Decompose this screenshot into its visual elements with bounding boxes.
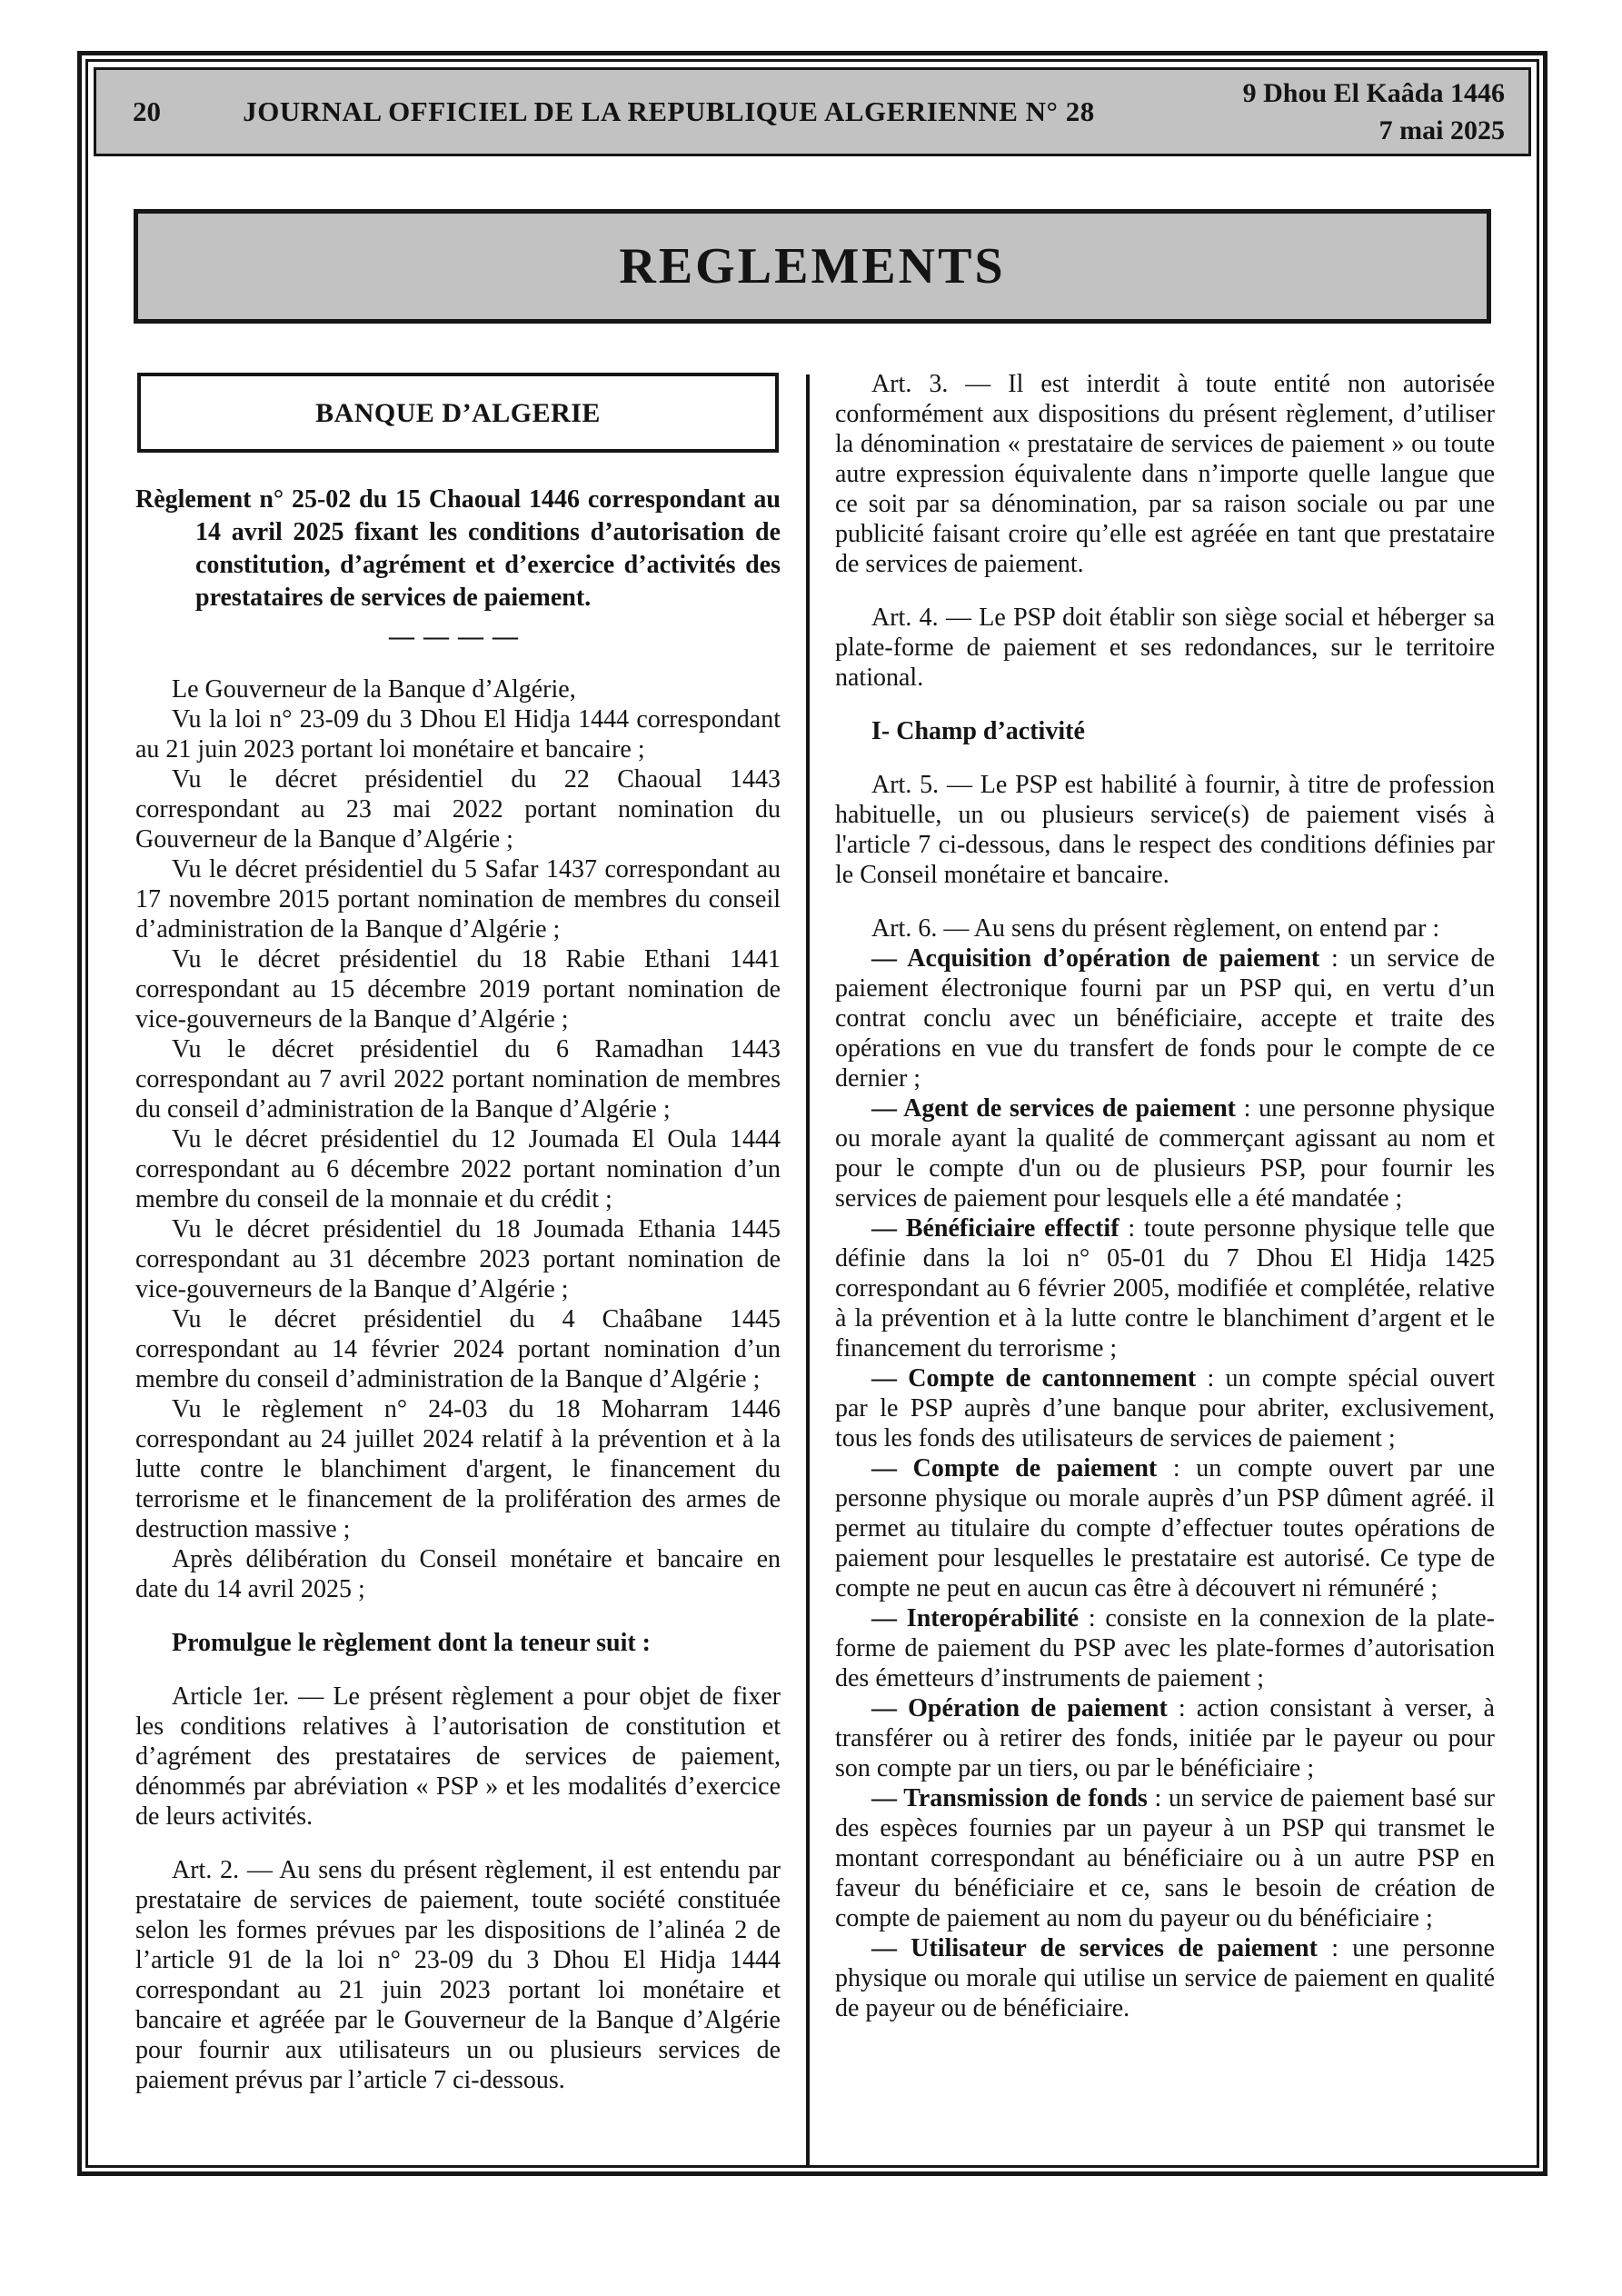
article-2: Art. 2. — Au sens du présent règlement, il est entendu par prestataire de services de paiement, toute société constituée selon les formes prévues par les dispositions de l’alinéa 2 de l’article 91 de la loi n° 23-09 du 3 Dhou El Hidja 1444 correspondant au 21 juin 2023 portant loi monétaire et bancaire et agréée par le Gouverneur de la Banque d’Algérie pour fournir aux utilisateurs un ou plusieurs services de paiement prévus par l’article 7 ci-dessous. (135, 1856, 781, 2094)
visa-decret-12-joumada-el-oula-1444: Vu le décret présidentiel du 12 Joumada El Oula 1444 correspondant au 6 décembre 2022 portant nomination d’un membre du conseil de la monnaie et du crédit ; (135, 1125, 781, 1213)
definition-term: — Opération de paiement (871, 1694, 1168, 1722)
definition-term: — Transmission de fonds (871, 1784, 1148, 1812)
definition-text: : toute personne physique telle que définie dans la loi n° 05-01 du 7 Dhou El Hidja 1425 correspondant au 6 février 2005, modifiée et complétée, relative à la prévention et à la lutte contre le blanchiment d’argent et le financement du terrorisme ; (835, 1214, 1495, 1363)
definition-text: : action consistant à verser, à transférer ou à retirer des fonds, initiée par le payeur ou pour son compte par un tiers, ou par le bénéficiaire ; (835, 1694, 1495, 1782)
text-columns (88, 324, 1537, 2165)
column-divider (806, 374, 810, 2165)
definition-transmission-fonds (835, 1783, 1495, 1933)
definition-text: : un compte ouvert par une personne physique ou morale auprès d’un PSP dûment agréé. il permet au titulaire du compte d’effectuer toutes opérations de paiement pour lesquelles le prestataire est autorisé. Ce type de compte ne peut en aucun cas être à découvert ni rémunéré ; (835, 1454, 1496, 1602)
visa-decret-5-safar-1437: Vu le décret présidentiel du 5 Safar 1437 correspondant au 17 novembre 2015 portant nomination de membres du conseil d’administration de la Banque d’Algérie ; (135, 855, 781, 943)
definition-compte-cantonnement (835, 1363, 1495, 1453)
visa-decret-18-rabie-ethani-1441: Vu le décret présidentiel du 18 Rabie Ethani 1441 correspondant au 15 décembre 2019 portant nomination de vice-gouverneurs de la Banque d’Algérie ; (135, 945, 781, 1033)
separator-dashes: ———— (389, 623, 527, 651)
issuer-box (137, 373, 779, 453)
visa-decret-18-joumada-ethania-1445: Vu le décret présidentiel du 18 Joumada Ethania 1445 correspondant au 31 décembre 2023 portant nomination de vice-gouverneurs de la Banque d’Algérie ; (135, 1215, 781, 1303)
definition-text: : une personne physique ou morale qui utilise un service de paiement en qualité de payeur ou de bénéficiaire. (835, 1934, 1495, 2022)
article-1: Article 1er. — Le présent règlement a pour objet de fixer les conditions relatives à l’autorisation de constitution et d’agrément des prestataires de services de paiement, dénommés par abréviation « PSP » et les modalités d’exercice de leurs activités. (135, 1682, 781, 1831)
definition-text: : consiste en la connexion de la plate-forme de paiement du PSP avec les plate-formes d’autorisation des émetteurs d’instruments de paiement ; (835, 1604, 1495, 1692)
issuer-name: BANQUE D’ALGERIE (315, 397, 601, 428)
page-inner-frame (85, 59, 1539, 2168)
definition-text: : un service de paiement basé sur des espèces fournies par un payeur à un PSP qui transmet le montant correspondant au bénéficiaire ou à un autre PSP en faveur du bénéficiaire et ce, sans le besoin de création de compte de paiement au nom du payeur ou du bénéficiaire ; (835, 1784, 1495, 1932)
visa-decret-6-ramadhan-1443: Vu le décret présidentiel du 6 Ramadhan 1443 correspondant au 7 avril 2022 portant nomination de membres du conseil d’administration de la Banque d’Algérie ; (135, 1035, 781, 1123)
promulgation-line: Promulgue le règlement dont la teneur suit : (172, 1629, 652, 1657)
definition-term: — Compte de paiement (871, 1454, 1158, 1482)
visa-decret-4-chaabane-1445: Vu le décret présidentiel du 4 Chaâbane 1445 correspondant au 14 février 2024 portant nomination d’un membre du conseil d’administration de la Banque d’Algérie ; (135, 1305, 781, 1393)
article-4: Art. 4. — Le PSP doit établir son siège social et héberger sa plate-forme de paiement et ses redondances, sur le territoire national. (835, 604, 1495, 692)
definition-text: : un service de paiement électronique fourni par un PSP qui, en vertu d’un contrat conclu avec un bénéficiaire, accepte et traite des opérations en vue du transfert de fonds pour le compte de ce dernier ; (835, 944, 1495, 1093)
page-number: 20 (133, 95, 161, 127)
definition-term: — Agent de services de paiement (871, 1094, 1236, 1123)
date-gregorian: 7 mai 2025 (1378, 115, 1505, 145)
deliberation-line: Après délibération du Conseil monétaire et bancaire en date du 14 avril 2025 ; (135, 1545, 781, 1603)
definition-text: : une personne physique ou morale ayant la qualité de commerçant agissant au nom et pour le compte d'un ou de plusieurs PSP, pour fournir les services de paiement pour lesquels elle a été mandatée ; (835, 1094, 1495, 1213)
definition-term: — Bénéficiaire effectif (871, 1214, 1119, 1243)
gouverneur-line: Le Gouverneur de la Banque d’Algérie, (172, 675, 576, 704)
section-banner-title: REGLEMENTS (619, 238, 1006, 294)
definition-term: — Compte de cantonnement (871, 1364, 1197, 1393)
visa-decret-22-chaoual-1443: Vu le décret présidentiel du 22 Chaoual 1443 correspondant au 23 mai 2022 portant nomination du Gouverneur de la Banque d’Algérie ; (135, 765, 781, 854)
right-column (835, 369, 1495, 2165)
visa-loi-23-09: Vu la loi n° 23-09 du 3 Dhou El Hidja 1444 correspondant au 21 juin 2023 portant loi monétaire et bancaire ; (135, 705, 781, 764)
issue-dates (1105, 75, 1505, 149)
definition-agent (835, 1093, 1495, 1213)
article-3: Art. 3. — Il est interdit à toute entité non autorisée conformément aux dispositions du présent règlement, d’utiliser la dénomination « prestataire de services de paiement » ou toute autre expression équivalente dans n’importe quelle langue que ce soit par sa dénomination, par sa raison sociale ou par une publicité faisant croire qu’elle est agréée en tant que prestataire de services de paiement. (835, 370, 1495, 578)
definition-utilisateur (835, 1933, 1495, 2023)
definition-beneficiaire-effectif (835, 1213, 1495, 1363)
definition-compte-paiement (835, 1453, 1495, 1603)
left-column (135, 369, 781, 2165)
journal-title: JOURNAL OFFICIEL DE LA REPUBLIQUE ALGERIENNE N° 28 (243, 95, 1095, 127)
definition-text: : un compte spécial ouvert par le PSP auprès d’une banque pour abriter, exclusivement, tous les fonds des utilisateurs de services de paiement ; (835, 1364, 1495, 1452)
masthead (94, 67, 1531, 156)
definition-operation-paiement (835, 1693, 1495, 1783)
definition-term: — Interopérabilité (871, 1604, 1080, 1632)
section-banner (134, 209, 1491, 324)
definition-acquisition (835, 943, 1495, 1093)
date-hijri: 9 Dhou El Kaâda 1446 (1242, 78, 1505, 108)
article-5: Art. 5. — Le PSP est habilité à fournir, à titre de profession habituelle, un ou plusieurs service(s) de paiement visés à l'article 7 ci-dessous, dans le respect des conditions définies par le Conseil monétaire et bancaire. (835, 771, 1495, 889)
definition-term: — Utilisateur de services de paiement (871, 1934, 1318, 1962)
article-6: Art. 6. — Au sens du présent règlement, on entend par : (871, 914, 1440, 943)
section-champ-activite: I- Champ d’activité (871, 717, 1085, 745)
definition-term: — Acquisition d’opération de paiement (871, 944, 1320, 973)
definition-interoperabilite (835, 1603, 1495, 1693)
visa-reglement-24-03: Vu le règlement n° 24-03 du 18 Moharram 1446 correspondant au 24 juillet 2024 relatif à la prévention et à la lutte contre le blanchiment d'argent, le financement du terrorisme et le financement de la prolifération des armes de destruction massive ; (135, 1395, 781, 1543)
regulation-title: Règlement n° 25-02 du 15 Chaoual 1446 correspondant au 14 avril 2025 fixant les conditions d’autorisation de constitution, d’agrément et d’exercice d’activités des prestataires de services de paiement. (135, 485, 781, 612)
page-frame (77, 51, 1547, 2176)
